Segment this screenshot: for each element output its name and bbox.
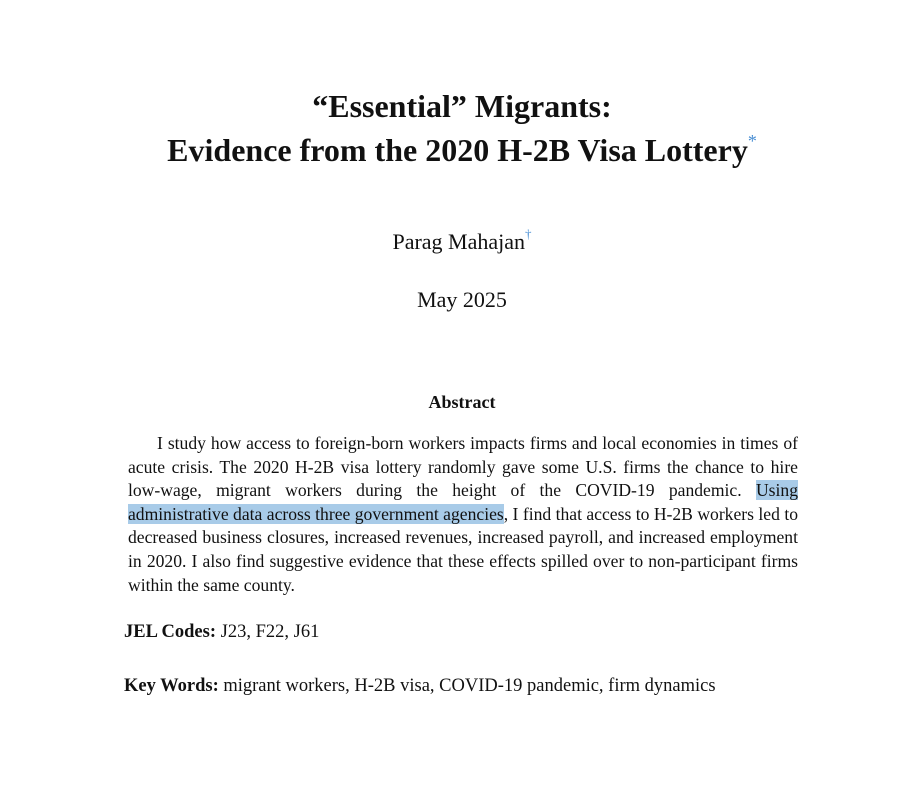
author-footnote-link[interactable]: †	[525, 226, 532, 241]
abstract-heading: Abstract	[428, 392, 496, 412]
abstract-body[interactable]	[128, 432, 798, 597]
author-name: Parag Mahajan	[392, 229, 526, 254]
title-line-2-text: Evidence from the 2020 H-2B Visa Lottery	[167, 132, 748, 168]
text-selection-highlight[interactable]: Using administrative data across three government agencies	[128, 480, 798, 524]
key-words	[124, 674, 824, 698]
title-line-1: “Essential” Migrants:	[312, 88, 612, 124]
publication-date: May 2025	[417, 287, 507, 312]
title-footnote-link[interactable]: *	[747, 131, 757, 151]
jel-codes-label: JEL Codes:	[124, 622, 217, 642]
key-words-value: migrant workers, H-2B visa, COVID-19 pandemic, firm dynamics	[218, 676, 716, 696]
author	[0, 228, 924, 256]
abstract-text-part-2[interactable]: , I find that access to H-2B workers led to decreased business closures, increased revenues, increased payroll, and increased employment in 2020. I also find suggestive evidence that these effects spilled over to non-participant firms within the same county.	[128, 503, 798, 595]
abstract-text-part-1[interactable]: I study how access to foreign-born workers impacts firms and local economies in times of acute crisis. The 2020 H-2B visa lottery randomly gave some U.S. firms the chance to hire low-wage, migrant workers during the height of the COVID-19 pandemic.	[128, 433, 798, 501]
jel-codes	[124, 620, 824, 644]
jel-codes-value: J23, F22, J61	[216, 622, 320, 642]
title-line-2	[0, 128, 924, 172]
key-words-label: Key Words:	[124, 676, 219, 696]
paper-title	[0, 84, 924, 172]
